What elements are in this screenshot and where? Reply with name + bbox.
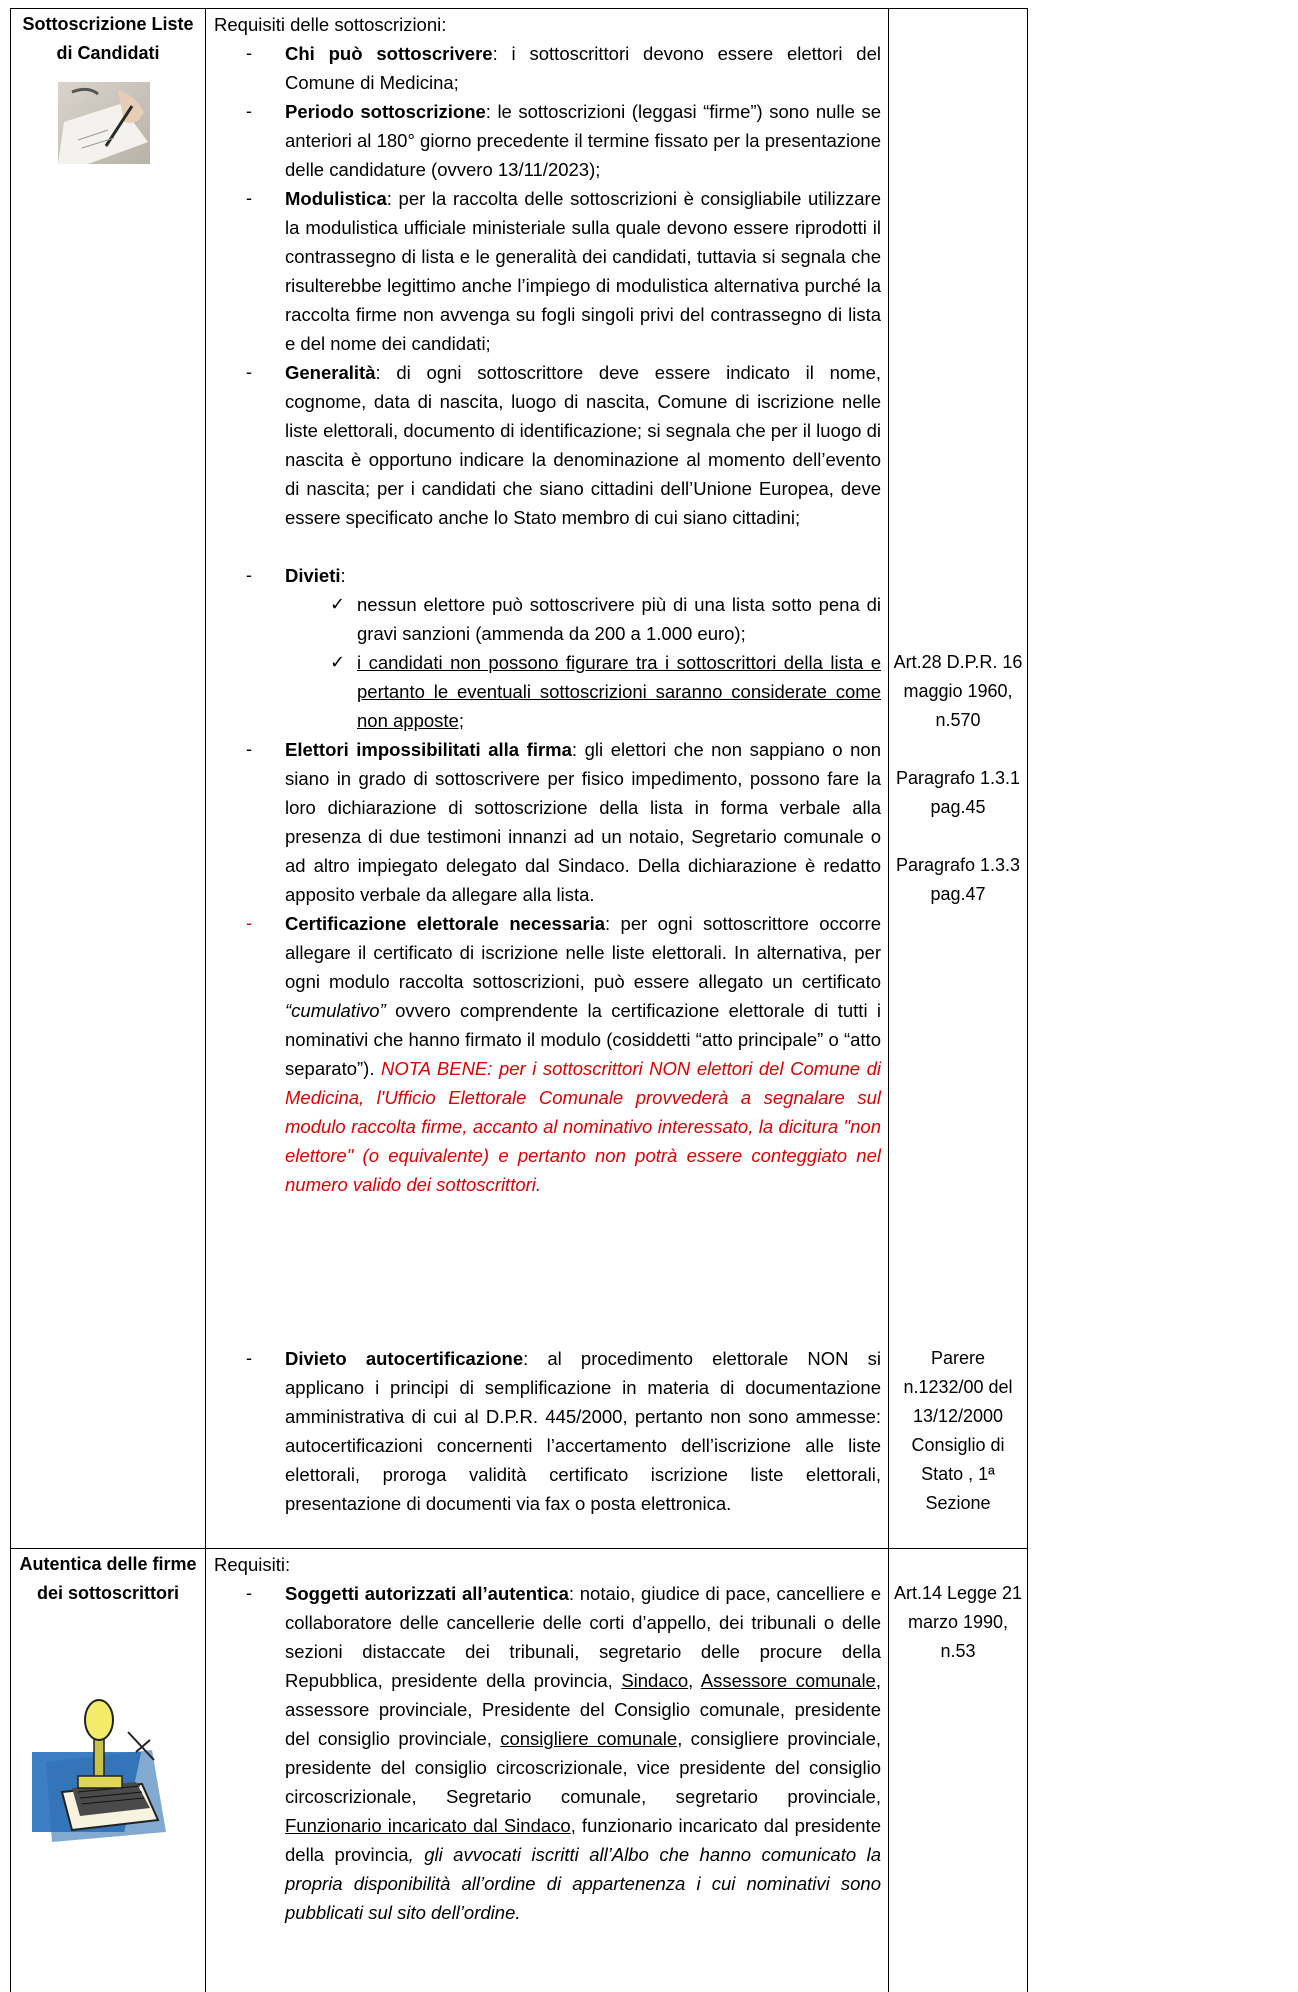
funzionario-text: Funzionario incaricato dal Sindaco xyxy=(285,1815,571,1836)
bullet-dash-red: - xyxy=(246,913,252,933)
item-label: Divieto autocertificazione xyxy=(285,1348,524,1369)
row1-intro: Requisiti delle sottoscrizioni: xyxy=(214,14,447,35)
bullet-dash: - xyxy=(246,1583,252,1603)
row2-intro: Requisiti: xyxy=(214,1554,291,1575)
item-text: : per ogni sottoscrittore occorre allegare il certificato di iscrizione nelle liste elettorali. In alternativa, per ogni modulo raccolta sottoscrizioni, può essere allegato un certificato xyxy=(285,913,881,992)
avvocati-text: , gli avvocati iscritti all’Albo che hanno comunicato la propria disponibilità all’ordine di appartenenza i cui nominativi sono pubblicati sul sito dell’ordine. xyxy=(285,1844,882,1923)
ref-art14: Art.14 Legge 21 marzo 1990, n.53 xyxy=(893,1583,1023,1661)
item-text: : le sottoscrizioni (leggasi “firme”) sono nulle se anteriori al 180° giorno precedente il termine fissato per la presentazione delle candidature (ovvero 13/11/2023); xyxy=(285,101,881,180)
table-border-left xyxy=(10,8,11,1992)
bullet-dash: - xyxy=(246,362,252,382)
check-icon: ✓ xyxy=(330,594,346,615)
ref-parere: Parere n.1232/00 del 13/12/2000 Consiglio di Stato , 1ª Sezione xyxy=(903,1348,1013,1513)
bullet-dash: - xyxy=(246,188,252,208)
item-text: : xyxy=(340,565,346,586)
item-text: : di ogni sottoscrittore deve essere indicato il nome, cognome, data di nascita, luogo di nascita, Comune di iscrizione nelle liste elettorali, documento di identificazione; si segnala che per il luogo di nascita è opportuno indicare la denominazione al momento dell’evento di nascita; per i candidati che siano cittadini dell’Unione Europea, deve essere specificato anche lo Stato membro di cui siano cittadini; xyxy=(285,362,881,528)
row1-title: Sottoscrizione Liste di Candidati xyxy=(22,14,194,63)
bullet-dash: - xyxy=(246,739,252,759)
sindaco-text: Sindaco xyxy=(621,1670,689,1691)
ref-paragrafo-133: Paragrafo 1.3.3 pag.47 xyxy=(895,855,1021,904)
item-text-2: ovvero comprendente la certificazione elettorale di tutti i nominativi che hanno firmato il modulo (cosiddetti “atto principale” o “atto separato”). xyxy=(285,1000,881,1079)
ref-paragrafo-131: Paragrafo 1.3.1 pag.45 xyxy=(895,768,1021,817)
notary-stamp-image xyxy=(32,1692,172,1844)
table-border-right xyxy=(1027,8,1028,1992)
separator-text: , xyxy=(688,1670,701,1691)
consigliere-text: consigliere comunale xyxy=(500,1728,678,1749)
item-text: : gli elettori che non sappiano o non siano in grado di sottoscrivere per fisico impedimento, possono fare la loro dichiarazione di sottoscrizione della lista in forma verbale alla presenza di due testimoni innanzi ad un notaio, Segretario comunale o ad altro impiegato delegato dal Sindaco. Della dichiarazione è redatto apposito verbale da allegare alla lista. xyxy=(285,739,881,905)
table-border-col1 xyxy=(205,8,206,1992)
item-generalita xyxy=(285,358,881,532)
item-text-2: , assessore provinciale, Presidente del Consiglio comunale, presidente del consiglio provinciale, xyxy=(285,1670,881,1749)
bullet-dash: - xyxy=(246,43,252,63)
divieto-item-underlined xyxy=(357,648,881,735)
item-divieto-autocertificazione xyxy=(285,1344,881,1518)
item-label: Generalità xyxy=(285,362,376,383)
bullet-dash: - xyxy=(246,1348,252,1368)
table-border-top xyxy=(10,8,1028,9)
item-chi-puo-sottoscrivere xyxy=(285,39,881,97)
item-text: : per la raccolta delle sottoscrizioni è consigliabile utilizzare la modulistica ufficiale ministeriale sulla quale devono essere riprodotti il contrassegno di lista e le generalità dei candidati, tuttavia si segnala che risulterebbe legittimo anche l’impiego di modulistica alternativa purché la raccolta firme non avvenga su fogli singoli privi del contrassegno di lista e del nome dei candidati; xyxy=(285,188,881,354)
item-italic-text: “cumulativo” xyxy=(285,1000,386,1021)
item-label: Periodo sottoscrizione xyxy=(285,101,486,122)
nota-bene-note: NOTA BENE: per i sottoscrittori NON elettori del Comune di Medicina, l'Ufficio Elettorale Comunale provvederà a segnalare sul modulo raccolta firme, accanto al nominativo interessato, la dicitura "non elettore" (o equivalente) e pertanto non potrà essere conteggiato nel numero valido dei sottoscrittori. xyxy=(285,1058,881,1195)
item-label: Divieti xyxy=(285,565,341,586)
item-text: : al procedimento elettorale NON si applicano i principi di semplificazione in materia di documentazione amministrativa di cui al D.P.R. 445/2000, pertanto non sono ammesse: autocertificazioni concernenti l’accertamento dell’iscrizione alle liste elettorali, proroga validità certificato iscrizione liste elettorali, presentazione di documenti via fax o posta elettronica. xyxy=(285,1348,882,1514)
check-icon: ✓ xyxy=(330,652,346,673)
divieto-item: nessun elettore può sottoscrivere più di una lista sotto pena di gravi sanzioni (ammenda da 200 a 1.000 euro); xyxy=(357,594,881,644)
item-modulistica xyxy=(285,184,881,358)
table-border-col2 xyxy=(888,8,889,1992)
bullet-dash: - xyxy=(246,101,252,121)
item-text-4: , funzionario incaricato dal presidente della provincia xyxy=(285,1815,881,1865)
ref-art28: Art.28 D.P.R. 16 maggio 1960, n.570 xyxy=(893,652,1023,730)
item-soggetti-autorizzati xyxy=(285,1579,881,1927)
item-text: : i sottoscrittori devono essere elettori del Comune di Medicina; xyxy=(285,43,881,93)
divieto-text: i candidati non possono figurare tra i sottoscrittori della lista e pertanto le eventuali sottoscrizioni saranno considerate come non apposte; xyxy=(357,652,881,731)
signing-document-image xyxy=(58,82,150,164)
item-label: Chi può sottoscrivere xyxy=(285,43,493,64)
table-row-divider xyxy=(10,1548,1028,1549)
assessore-text: Assessore comunale xyxy=(700,1670,876,1691)
row2-title: Autentica delle firme dei sottoscrittori xyxy=(19,1554,197,1603)
item-divieti xyxy=(285,561,881,590)
item-label: Modulistica xyxy=(285,188,387,209)
item-label: Certificazione elettorale necessaria xyxy=(285,913,605,934)
item-certificazione-elettorale xyxy=(285,909,881,1199)
item-label: Elettori impossibilitati alla firma xyxy=(285,739,572,760)
bullet-dash: - xyxy=(246,565,252,585)
item-text: : notaio, giudice di pace, cancelliere e collaboratore delle cancellerie delle corti d’appello, dei tribunali o delle sezioni distaccate dei tribunali, segretario delle procure della Repubblica, presidente della provincia, xyxy=(285,1583,881,1691)
item-label: Soggetti autorizzati all’autentica xyxy=(285,1583,569,1604)
item-text-3: , consigliere provinciale, presidente del consiglio circoscrizionale, vice presidente del consiglio circoscrizionale, Segretario comunale, segretario provinciale, xyxy=(285,1728,881,1807)
item-periodo-sottoscrizione xyxy=(285,97,881,184)
item-elettori-impossibilitati xyxy=(285,735,881,909)
